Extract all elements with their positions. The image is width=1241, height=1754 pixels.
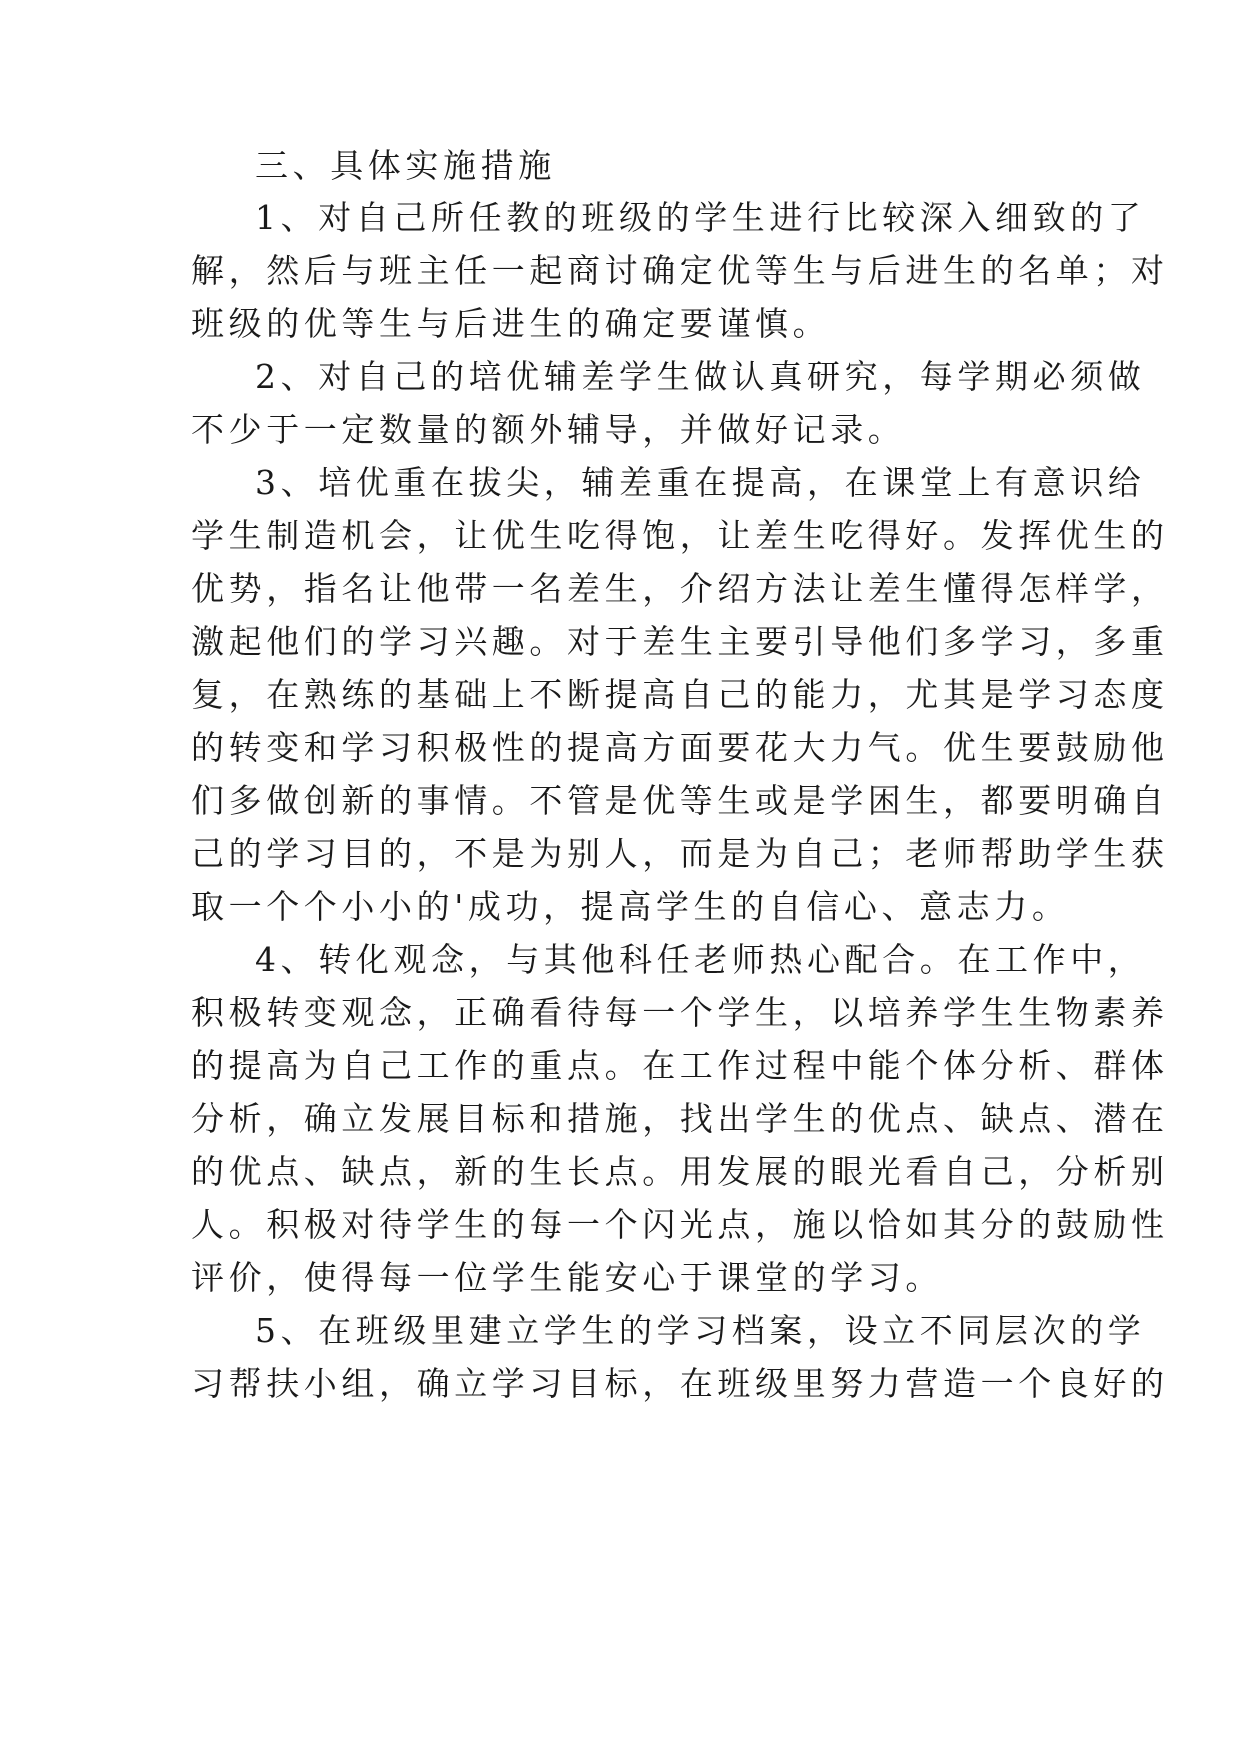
section-heading: 三、具体实施措施 [255, 146, 556, 185]
paragraph-4-line-4: 分析，确立发展目标和措施，找出学生的优点、缺点、潜在 [191, 1099, 1169, 1138]
paragraph-4-line-6: 人。积极对待学生的每一个闪光点，施以恰如其分的鼓励性 [191, 1205, 1169, 1244]
paragraph-3-line-9: 取一个个小小的'成功，提高学生的自信心、意志力。 [191, 887, 1070, 926]
paragraph-3-line-7: 们多做创新的事情。不管是优等生或是学困生，都要明确自 [191, 781, 1169, 820]
paragraph-2-line-2: 不少于一定数量的额外辅导，并做好记录。 [191, 410, 906, 449]
paragraph-1-line-2: 解，然后与班主任一起商讨确定优等生与后进生的名单；对 [191, 251, 1169, 290]
paragraph-3-line-8: 己的学习目的，不是为别人，而是为自己；老师帮助学生获 [191, 834, 1169, 873]
paragraph-3-line-2: 学生制造机会，让优生吃得饱，让差生吃得好。发挥优生的 [191, 516, 1169, 555]
paragraph-4-line-5: 的优点、缺点，新的生长点。用发展的眼光看自己，分析别 [191, 1152, 1169, 1191]
paragraph-5-line-1: 5、在班级里建立学生的学习档案，设立不同层次的学 [255, 1311, 1146, 1350]
paragraph-1-line-3: 班级的优等生与后进生的确定要谨慎。 [191, 304, 831, 343]
paragraph-4-line-7: 评价，使得每一位学生能安心于课堂的学习。 [191, 1258, 943, 1297]
paragraph-3-line-6: 的转变和学习积极性的提高方面要花大力气。优生要鼓励他 [191, 728, 1169, 767]
paragraph-3-line-4: 激起他们的学习兴趣。对于差生主要引导他们多学习，多重 [191, 622, 1169, 661]
paragraph-3-line-5: 复，在熟练的基础上不断提高自己的能力，尤其是学习态度 [191, 675, 1169, 714]
paragraph-4-line-3: 的提高为自己工作的重点。在工作过程中能个体分析、群体 [191, 1046, 1169, 1085]
paragraph-3-line-3: 优势，指名让他带一名差生，介绍方法让差生懂得怎样学， [191, 569, 1169, 608]
paragraph-5-line-2: 习帮扶小组，确立学习目标，在班级里努力营造一个良好的 [191, 1364, 1169, 1403]
paragraph-3-line-1: 3、培优重在拔尖，辅差重在提高，在课堂上有意识给 [255, 463, 1146, 502]
paragraph-2-line-1: 2、对自己的培优辅差学生做认真研究，每学期必须做 [255, 357, 1146, 396]
paragraph-4-line-2: 积极转变观念，正确看待每一个学生，以培养学生生物素养 [191, 993, 1169, 1032]
paragraph-4-line-1: 4、转化观念，与其他科任老师热心配合。在工作中， [255, 940, 1146, 979]
paragraph-1-line-1: 1、对自己所任教的班级的学生进行比较深入细致的了 [255, 198, 1146, 237]
